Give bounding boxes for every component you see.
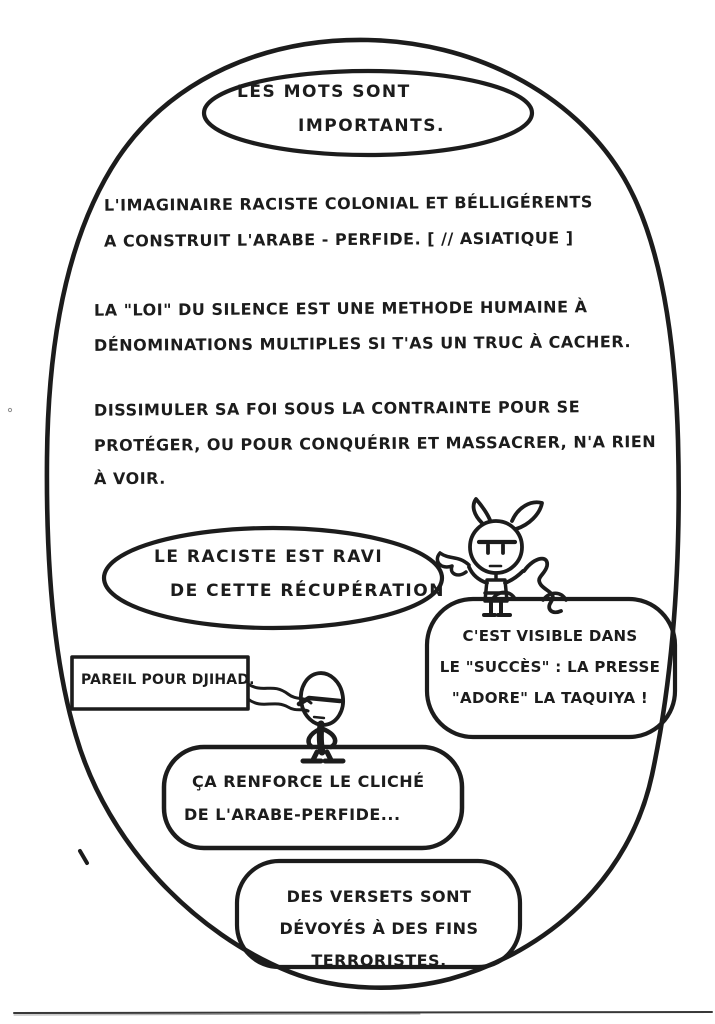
cliche-bubble-line-1: ÇA RENFORCE LE CLICHÉ — [192, 772, 425, 791]
paragraph-2-line-1: LA "LOI" DU SILENCE EST UNE METHODE HUMAINE À — [93, 297, 588, 320]
raciste-bubble-line-1: LE RACISTE EST RAVI — [154, 547, 384, 567]
title-line-2: IMPORTANTS. — [298, 116, 445, 136]
visible-bubble-line-1: C'EST VISIBLE DANS — [462, 627, 638, 645]
pen-speck — [8, 408, 11, 411]
visible-bubble-line-3: "ADORE" LA TAQUIYA ! — [451, 689, 649, 707]
bottom-rule — [14, 1014, 420, 1015]
big-outline — [47, 40, 679, 988]
devil-horn-left — [474, 499, 490, 523]
cliche-bubble-line-2: DE L'ARABE-PERFIDE... — [184, 805, 401, 824]
devil-horn-right — [512, 502, 542, 529]
devil-legs — [484, 601, 510, 615]
devil-eyes — [488, 545, 503, 553]
versets-bubble-text — [246, 881, 512, 977]
title-line-1: LES MOTS SONT — [237, 82, 411, 102]
paragraph-1-line-1: L'IMAGINAIRE RACISTE COLONIAL ET BÉLLIGÉRENTS — [103, 192, 593, 215]
versets-bubble-line-3: TERRORISTES. — [311, 951, 447, 970]
pen-tick — [80, 851, 87, 863]
paragraph-3-line-3: À VOIR. — [93, 468, 166, 489]
raciste-bubble-line-2: DE CETTE RÉCUPÉRATION — [170, 581, 445, 601]
paragraph-3-line-1: DISSIMULER SA FOI SOUS LA CONTRAINTE POUR SE — [93, 397, 581, 420]
person-brow — [299, 698, 340, 704]
versets-bubble-line-1: DES VERSETS SONT — [286, 887, 472, 906]
raciste-bubble — [104, 528, 442, 628]
paragraph-1-line-2: A CONSTRUIT L'ARABE - PERFIDE. [ // ASIATIQUE ] — [103, 228, 574, 251]
paragraph-3-line-2: PROTÉGER, OU POUR CONQUÉRIR ET MASSACRER, N'A RIEN — [93, 432, 657, 455]
paragraph-2-line-2: DÉNOMINATIONS MULTIPLES SI T'AS UN TRUC À CACHER. — [93, 332, 632, 355]
devil-squiggle — [524, 559, 561, 613]
versets-bubble-line-2: DÉVOYÉS À DES FINS — [279, 919, 479, 938]
bottom-rule — [14, 1012, 712, 1013]
person-mouth — [314, 717, 324, 718]
visible-bubble-text — [430, 621, 670, 714]
pareil-box-text: PAREIL POUR DJIHAD. — [81, 672, 255, 688]
visible-bubble-line-2: LE "SUCCÈS" : LA PRESSE — [439, 658, 661, 676]
